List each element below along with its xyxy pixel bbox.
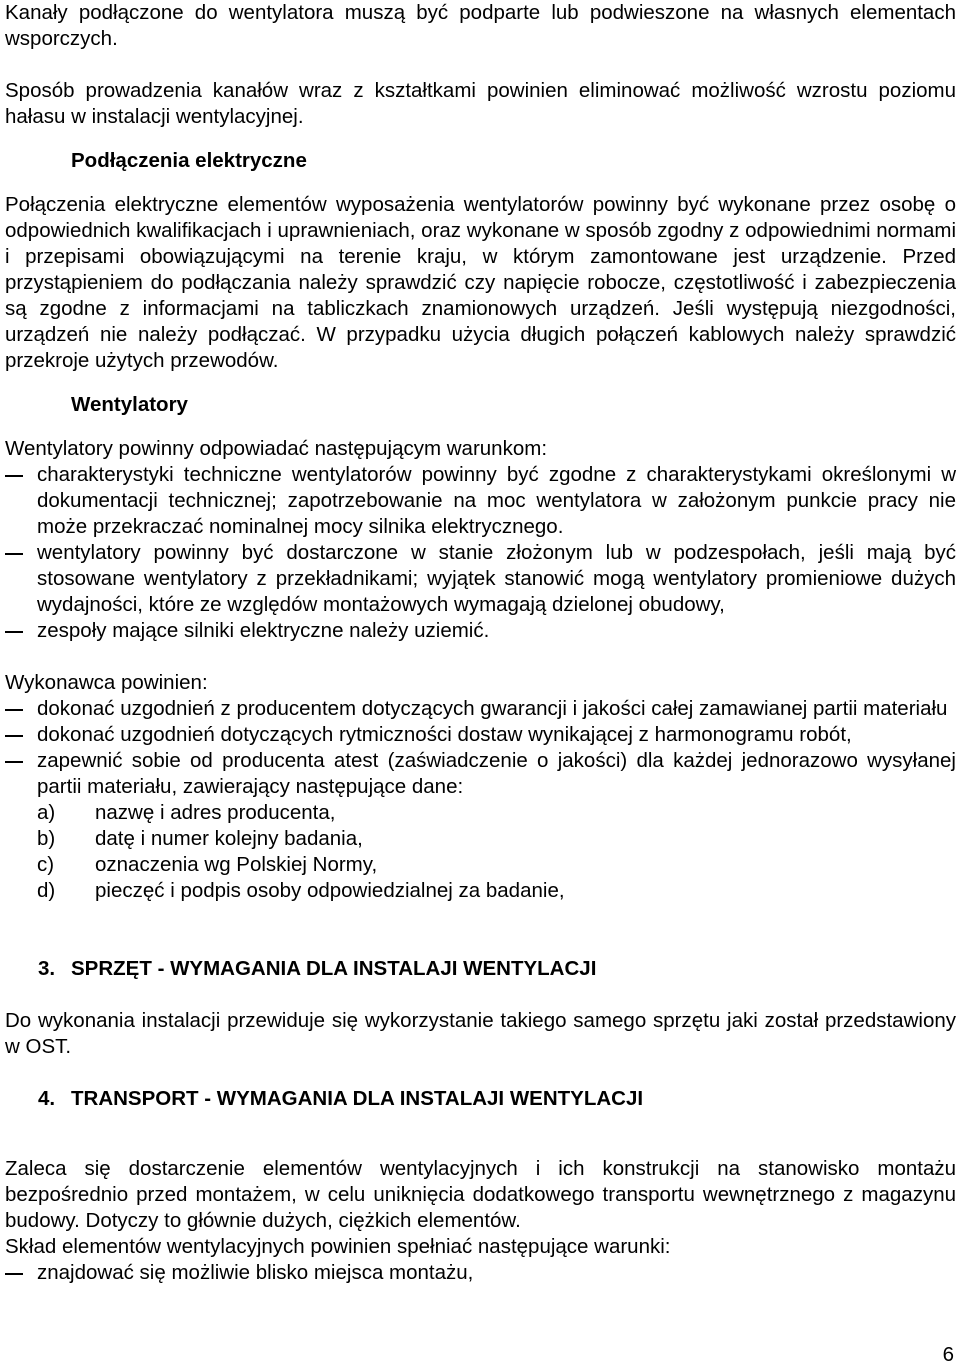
list-item: dokonać uzgodnień dotyczących rytmiczności dostaw wynikającej z harmonogramu robót, — [5, 722, 956, 748]
list-item: a) nazwę i adres producenta, — [37, 801, 336, 824]
section-4-heading: 4. TRANSPORT - WYMAGANIA DLA INSTALAJI WENTYLACJI — [38, 1087, 644, 1110]
certificate-data-list — [5, 800, 956, 904]
list-item: zespoły mające silniki elektryczne należy uziemić. — [5, 618, 956, 644]
list-item: c) oznaczenia wg Polskiej Normy, — [37, 853, 378, 876]
fans-lead: Wentylatory powinny odpowiadać następującym warunkom: — [5, 437, 548, 460]
intro-paragraph-1: Kanały podłączone do wentylatora muszą być podparte lub podwieszone na własnych elementach wsporczych. — [5, 1, 956, 50]
section-3-body: Do wykonania instalacji przewiduje się wykorzystanie takiego samego sprzętu jaki został przedstawiony w OST. — [5, 1009, 956, 1058]
list-item: znajdować się możliwie blisko miejsca montażu, — [5, 1260, 956, 1286]
list-item: wentylatory powinny być dostarczone w stanie złożonym lub w podzespołach, jeśli mają być stosowane wentylatory z przekładnikami; wyjątek stanowić mogą wentylatory promieniowe dużych wydajności, które ze względów montażowych wymagają dzielonej obudowy, — [5, 540, 956, 618]
electrical-heading: Podłączenia elektryczne — [71, 149, 307, 172]
list-item: dokonać uzgodnień z producentem dotyczących gwarancji i jakości całej zamawianej partii materiału — [5, 696, 956, 722]
section-4-list — [5, 1260, 956, 1286]
list-item: charakterystyki techniczne wentylatorów powinny być zgodne z charakterystykami określonymi w dokumentacji technicznej; zapotrzebowanie na moc wentylatora w założonym punkcie pracy nie może przekraczać nominalnej mocy silnika elektrycznego. — [5, 462, 956, 540]
list-item: b) datę i numer kolejny badania, — [37, 827, 363, 850]
fans-list — [5, 462, 956, 644]
contractor-list — [5, 696, 956, 800]
electrical-body: Połączenia elektryczne elementów wyposażenia wentylatorów powinny być wykonane przez osobę o odpowiednich kwalifikacjach i uprawnieniach, oraz wykonane w sposób zgodny z odpowiednimi normami i przepisami obowiązującymi na terenie kraju, w którym zamontowane jest urządzenie. Przed przystąpieniem do podłączania należy sprawdzić czy napięcie robocze, częstotliwość i zabezpieczenia są zgodne z informacjami na tabliczkach znamionowych urządzeń. Jeśli występują niezgodności, urządzeń nie należy podłączać. W przypadku użycia długich połączeń kablowych należy sprawdzić przekroje użytych przewodów. — [5, 193, 956, 372]
list-item: d) pieczęć i podpis osoby odpowiedzialnej za badanie, — [37, 879, 565, 902]
contractor-lead: Wykonawca powinien: — [5, 671, 208, 694]
fans-heading: Wentylatory — [71, 393, 188, 416]
section-4-lead: Skład elementów wentylacyjnych powinien spełniać następujące warunki: — [5, 1235, 671, 1258]
list-item: zapewnić sobie od producenta atest (zaświadczenie o jakości) dla każdej jednorazowo wysyłanej partii materiału, zawierający następujące dane: — [5, 748, 956, 800]
section-4-body: Zaleca się dostarczenie elementów wentylacyjnych i ich konstrukcji na stanowisko montażu bezpośrednio przed montażem, w celu uniknięcia dodatkowego transportu wewnętrznego z magazynu budowy. Dotyczy to głównie dużych, ciężkich elementów. — [5, 1157, 956, 1232]
section-3-heading: 3. SPRZĘT - WYMAGANIA DLA INSTALAJI WENTYLACJI — [38, 957, 597, 980]
intro-paragraph-2: Sposób prowadzenia kanałów wraz z kształtkami powinien eliminować możliwość wzrostu poziomu hałasu w instalacji wentylacyjnej. — [5, 79, 956, 128]
page-number: 6 — [942, 1343, 954, 1366]
document-page — [5, 0, 956, 1286]
